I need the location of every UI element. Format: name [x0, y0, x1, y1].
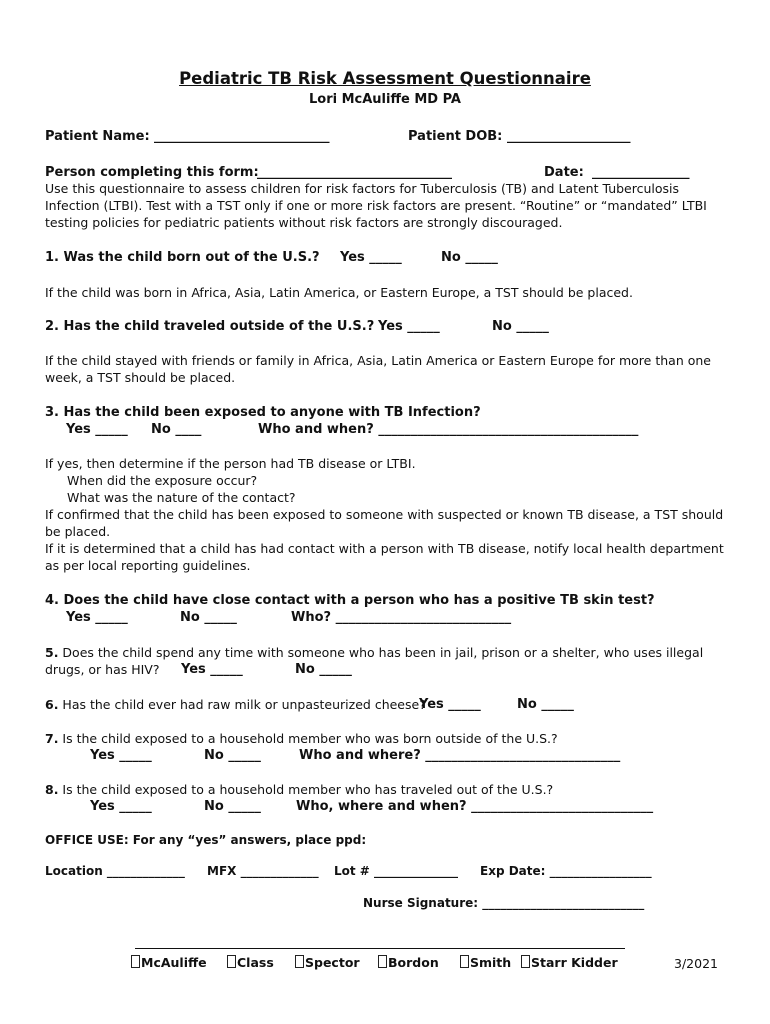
date-label: Date: [544, 165, 584, 180]
provider-signature-line [135, 948, 625, 949]
q6-no-field[interactable]: No _____ [517, 697, 574, 712]
q7-question [45, 731, 558, 746]
patient-name-field[interactable]: ___________________________ [154, 129, 330, 144]
q3-no-field[interactable]: No ____ [151, 422, 202, 437]
q3-question: 3. Has the child been exposed to anyone with TB Infection? [45, 405, 481, 420]
q4-who-field[interactable]: Who? ___________________________ [291, 610, 512, 625]
q8-yes-field[interactable]: Yes _____ [90, 799, 152, 814]
q8-question [45, 782, 553, 797]
q1-note: If the child was born in Africa, Asia, Latin America, or Eastern Europe, a TST should be placed. [45, 285, 633, 300]
q8-who-field[interactable]: Who, where and when? ____________________________ [296, 799, 654, 814]
q2-note-line-1: If the child stayed with friends or family in Africa, Asia, Latin America or Eastern Europe for more than one [45, 353, 711, 368]
q1-question: 1. Was the child born out of the U.S.? [45, 250, 320, 265]
q8-number: 8. [45, 782, 59, 797]
q3-note-line-2: When did the exposure occur? [67, 473, 258, 488]
patient-dob-field[interactable]: ___________________ [507, 129, 631, 144]
intro-line-2: Infection (LTBI). Test with a TST only if one or more risk factors are present. “Routine” or “mandated” LTBI [45, 198, 707, 213]
q3-note-line-3: What was the nature of the contact? [67, 490, 296, 505]
checkbox-icon[interactable] [378, 955, 387, 968]
q2-yes-field[interactable]: Yes _____ [378, 319, 440, 334]
provider-label: Spector [305, 955, 360, 970]
q7-yes-field[interactable]: Yes _____ [90, 748, 152, 763]
q6-yes-field[interactable]: Yes _____ [419, 697, 481, 712]
intro-line-1: Use this questionnaire to assess children for risk factors for Tuberculosis (TB) and Latent Tuberculosis [45, 181, 680, 196]
q3-note-line-1: If yes, then determine if the person had TB disease or LTBI. [45, 456, 416, 471]
q7-who-field[interactable]: Who and where? ______________________________ [299, 748, 621, 763]
checkbox-icon[interactable] [521, 955, 530, 968]
checkbox-icon[interactable] [131, 955, 140, 968]
date-field[interactable]: _______________ [592, 165, 690, 180]
q8-no-field[interactable]: No _____ [204, 799, 261, 814]
checkbox-icon[interactable] [295, 955, 304, 968]
q2-note-line-2: week, a TST should be placed. [45, 370, 236, 385]
intro-line-3: testing policies for pediatric patients without risk factors are strongly discouraged. [45, 215, 563, 230]
q7-no-field[interactable]: No _____ [204, 748, 261, 763]
nurse-signature-field[interactable]: Nurse Signature: ___________________________ [363, 896, 645, 910]
q3-note-line-6: If it is determined that a child has had contact with a person with TB disease, notify local health department [45, 541, 724, 556]
page-title: Pediatric TB Risk Assessment Questionnaire [179, 69, 591, 88]
q8-text: Is the child exposed to a household member who has traveled out of the U.S.? [58, 782, 554, 797]
provider-starr-kidder[interactable] [521, 955, 618, 970]
q5-number: 5. [45, 645, 59, 660]
checkbox-icon[interactable] [227, 955, 236, 968]
q3-note-line-4: If confirmed that the child has been exposed to someone with suspected or known TB disease, a TST should [45, 507, 724, 522]
q4-no-field[interactable]: No _____ [180, 610, 237, 625]
provider-label: Class [237, 955, 274, 970]
provider-class[interactable] [227, 955, 274, 970]
q3-note-line-5: be placed. [45, 524, 111, 539]
q6-number: 6. [45, 697, 59, 712]
provider-label: Bordon [388, 955, 439, 970]
provider-bordon[interactable] [378, 955, 439, 970]
office-use-label: OFFICE USE: For any “yes” answers, place ppd: [45, 833, 367, 847]
provider-label: Starr Kidder [531, 955, 618, 970]
q3-note-line-7: as per local reporting guidelines. [45, 558, 251, 573]
q5-question-line-2: drugs, or has HIV? [45, 662, 160, 677]
footer-date: 3/2021 [674, 956, 718, 971]
completer-label: Person completing this form: [45, 165, 259, 180]
mfx-field[interactable]: MFX _____________ [207, 864, 319, 878]
lot-field[interactable]: Lot # ______________ [334, 864, 459, 878]
q5-text: Does the child spend any time with someone who has been in jail, prison or a shelter, who uses illegal [58, 645, 704, 660]
q7-number: 7. [45, 731, 59, 746]
q1-yes-field[interactable]: Yes _____ [340, 250, 402, 265]
q4-question: 4. Does the child have close contact with a person who has a positive TB skin test? [45, 593, 655, 608]
provider-mcauliffe[interactable] [131, 955, 207, 970]
q7-text: Is the child exposed to a household member who was born outside of the U.S.? [58, 731, 558, 746]
q5-question-line-1 [45, 645, 703, 660]
q5-yes-field[interactable]: Yes _____ [181, 662, 243, 677]
practice-name: Lori McAuliffe MD PA [308, 92, 461, 107]
q3-who-field[interactable]: Who and when? ________________________________________ [258, 422, 639, 437]
q5-no-field[interactable]: No _____ [295, 662, 352, 677]
provider-smith[interactable] [460, 955, 511, 970]
location-field[interactable]: Location _____________ [45, 864, 185, 878]
q2-no-field[interactable]: No _____ [492, 319, 549, 334]
completer-field[interactable]: ______________________________ [257, 165, 452, 180]
q3-yes-field[interactable]: Yes _____ [66, 422, 128, 437]
q4-yes-field[interactable]: Yes _____ [66, 610, 128, 625]
q6-text: Has the child ever had raw milk or unpasteurized cheese? [58, 697, 426, 712]
exp-date-field[interactable]: Exp Date: _________________ [480, 864, 652, 878]
q6-question [45, 697, 426, 712]
provider-label: McAuliffe [141, 955, 207, 970]
q1-no-field[interactable]: No _____ [441, 250, 498, 265]
provider-label: Smith [470, 955, 512, 970]
checkbox-icon[interactable] [460, 955, 469, 968]
patient-dob-label: Patient DOB: [408, 129, 503, 144]
provider-spector[interactable] [295, 955, 360, 970]
patient-name-label: Patient Name: [45, 129, 150, 144]
q2-question: 2. Has the child traveled outside of the U.S.? [45, 319, 375, 334]
